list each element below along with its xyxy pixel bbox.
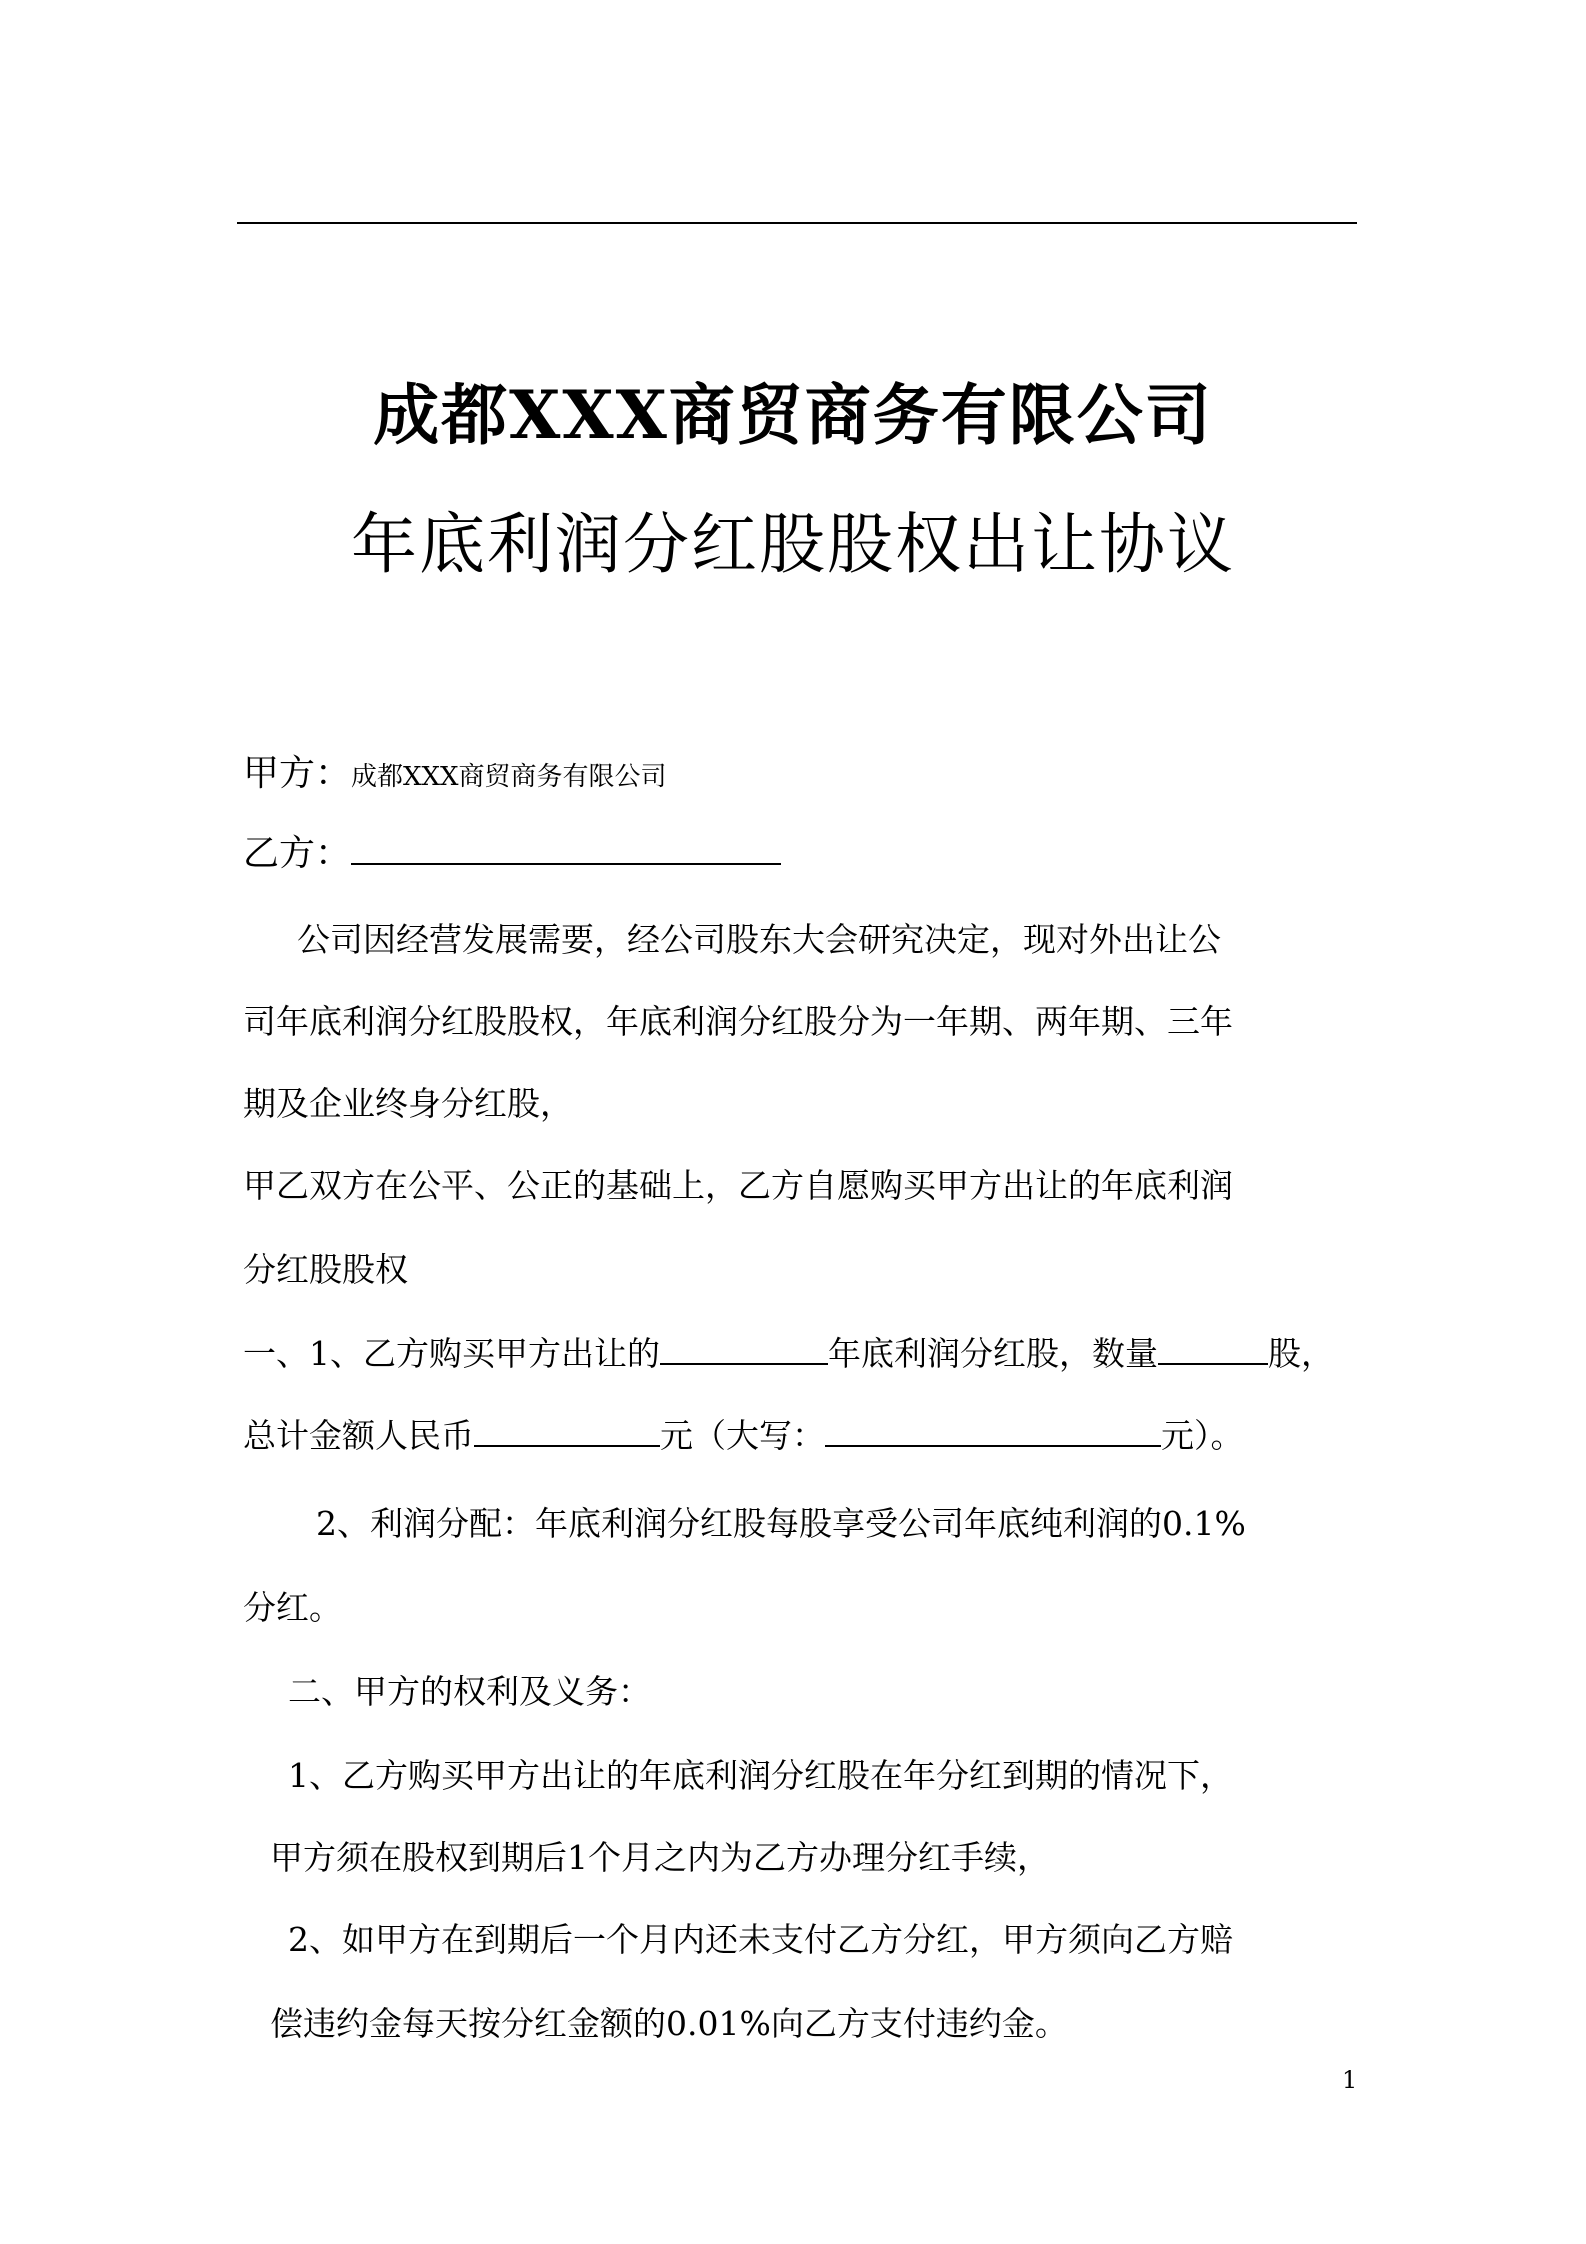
intro-line-5: 分红股股权 [243,1250,408,1289]
term-blank [660,1333,828,1365]
party-a-value: 成都XXX商贸商务有限公司 [351,762,667,792]
party-b-blank [351,833,781,865]
clause1-text-e: 元（大写： [660,1416,825,1455]
clause1-text-d: 总计金额人民币 [243,1416,474,1455]
section2-item2-line1: 2、如甲方在到期后一个月内还未支付乙方分红，甲方须向乙方赔 [288,1920,1233,1959]
clause1-text-c: 股， [1268,1334,1334,1373]
intro-line-3: 期及企业终身分红股， [243,1084,573,1123]
clause2-line-1: 2、利润分配：年底利润分红股每股享受公司年底纯利润的0.1% [316,1504,1246,1543]
quantity-blank [1158,1333,1268,1365]
party-a-line [243,752,667,799]
clause2-line-2: 分红。 [243,1588,342,1627]
party-b-label: 乙方： [243,833,352,874]
section2-item1-line1: 1、乙方购买甲方出让的年底利润分红股在年分红到期的情况下， [288,1756,1233,1795]
intro-line-2: 司年底利润分红股股权，年底利润分红股分为一年期、两年期、三年 [243,1002,1233,1041]
party-b-line [243,832,781,876]
section2-heading: 二、甲方的权利及义务： [288,1672,651,1711]
document-title-line2: 年底利润分红股股权出让协议 [351,506,1235,583]
section2-item1-line2: 甲方须在股权到期后1个月之内为乙方办理分红手续， [270,1838,1050,1877]
document-title-line1: 成都XXX商贸商务有限公司 [373,376,1213,454]
header-rule [237,222,1357,224]
clause1-text-b: 年底利润分红股，数量 [828,1334,1158,1373]
clause1-text-a: 一、1、乙方购买甲方出让的 [243,1334,660,1373]
page-number: 1 [1342,2066,1358,2094]
intro-line-4: 甲乙双方在公平、公正的基础上，乙方自愿购买甲方出让的年底利润 [243,1166,1233,1205]
clause1-text-f: 元）。 [1161,1416,1244,1455]
section2-item2-line2: 偿违约金每天按分红金额的0.01%向乙方支付违约金。 [270,2004,1068,2043]
clause1-line-2 [243,1414,1244,1458]
amount-blank [474,1415,660,1447]
amount-words-blank [825,1415,1161,1447]
party-a-label: 甲方： [243,753,352,794]
intro-line-1: 公司因经营发展需要，经公司股东大会研究决定，现对外出让公 [297,920,1221,959]
clause1-line-1 [243,1332,1334,1376]
